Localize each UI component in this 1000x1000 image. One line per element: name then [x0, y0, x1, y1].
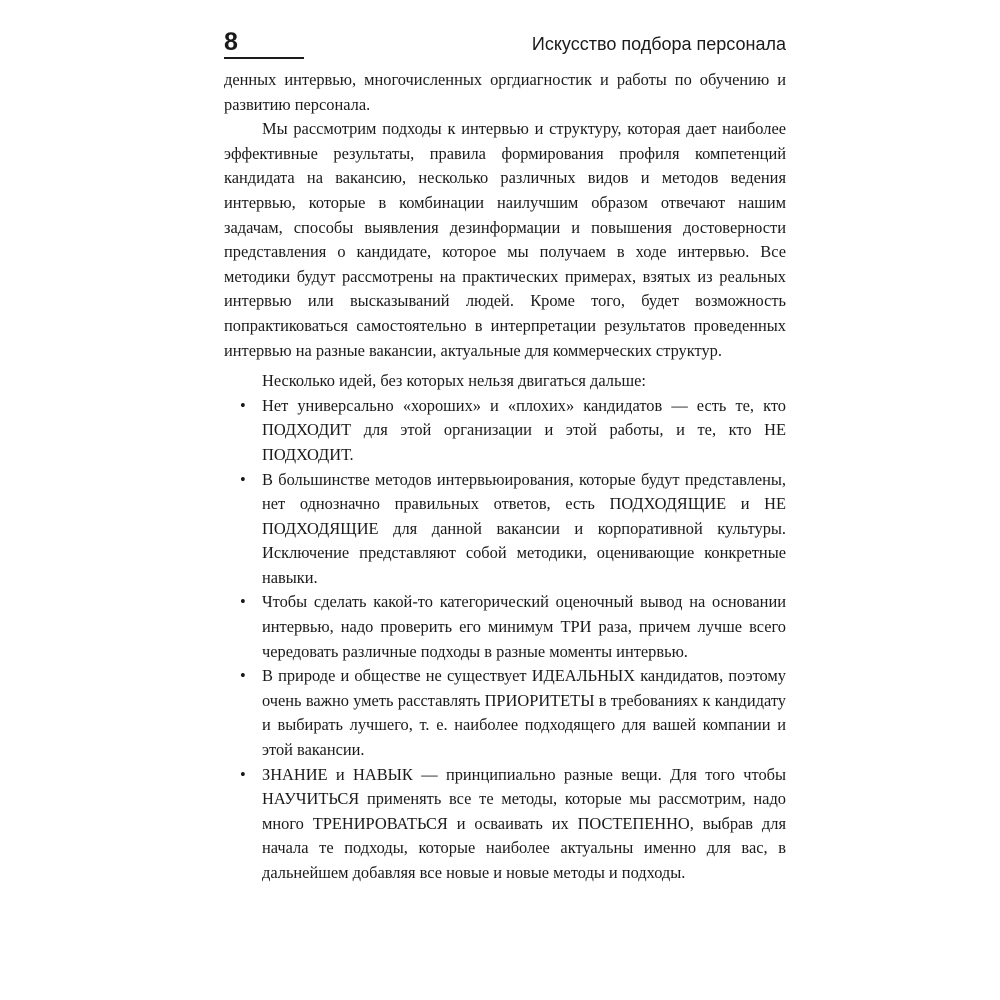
list-item — [224, 394, 786, 468]
book-page — [222, 28, 788, 978]
list-item-text: В большинстве методов интервьюирования, которые будут представлены, нет однозначно правильных ответов, есть ПОДХОДЯЩИЕ и НЕ ПОДХОДЯЩИЕ для данной вакансии и корпоративной культуры. Исключение представляют собой методики, оценивающие конкретные навыки. — [262, 469, 786, 587]
bullet-icon: • — [240, 764, 246, 784]
body-text — [224, 68, 786, 886]
page-header — [222, 28, 788, 68]
ideas-intro: Несколько идей, без которых нельзя двигаться дальше: — [262, 371, 646, 391]
list-item — [224, 763, 786, 886]
list-item-text: Чтобы сделать какой-то категорический оценочный вывод на основании интервью, надо проверить его минимум ТРИ раза, причем лучше всего чередовать различные подходы в разные моменты интервью. — [262, 592, 786, 661]
main-paragraph: Мы рассмотрим подходы к интервью и структуру, которая дает наиболее эффективные результаты, правила формирования профиля компетенций кандидата на вакансию, несколько различных видов и методов ведения интервью, которые в комбинации наилучшим образом отвечают нашим задачам, способы выявления дезинформации и повышения достоверности представления о кандидате, которое мы получаем в ходе интервью. Все методики будут рассмотрены на практических примерах, взятых из реальных интервью или высказываний людей. Кроме того, будет возможность попрактиковаться самостоятельно в интерпретации результатов проведенных интервью на разные вакансии, актуальные для коммерческих структур. — [224, 119, 786, 360]
list-item-text: Нет универсально «хороших» и «плохих» кандидатов — есть те, кто ПОДХОДИТ для этой организации и этой работы, и те, кто НЕ ПОДХОДИТ. — [262, 395, 786, 464]
header-rule — [224, 57, 304, 59]
list-item-text: ЗНАНИЕ и НАВЫК — принципиально разные вещи. Для того чтобы НАУЧИТЬСЯ применять все те методы, которые мы рассмотрим, надо много ТРЕНИРОВАТЬСЯ и осваивать их ПОСТЕПЕННО, выбрав для начала те подходы, которые наиболее актуальны именно для вас, в дальнейшем добавляя все новые и новые методы и подходы. — [262, 764, 786, 882]
list-item — [224, 590, 786, 664]
running-title: Искусство подбора персонала — [531, 34, 786, 54]
page-number: 8 — [224, 28, 238, 56]
ideas-list — [224, 394, 786, 886]
list-item — [224, 468, 786, 591]
list-item — [224, 664, 786, 762]
list-item-text: В природе и обществе не существует ИДЕАЛЬНЫХ кандидатов, поэтому очень важно уметь расставлять ПРИОРИТЕТЫ в требованиях к кандидату и выбирать лучшего, т. е. наиболее подходящего для вашей компании и этой вакансии. — [262, 666, 786, 760]
bullet-icon: • — [240, 592, 246, 612]
bullet-icon: • — [240, 395, 246, 415]
bullet-icon: • — [240, 469, 246, 489]
bullet-icon: • — [240, 666, 246, 686]
continuation-paragraph: денных интервью, многочисленных оргдиагностик и работы по обучению и развитию персонала. — [224, 70, 786, 114]
